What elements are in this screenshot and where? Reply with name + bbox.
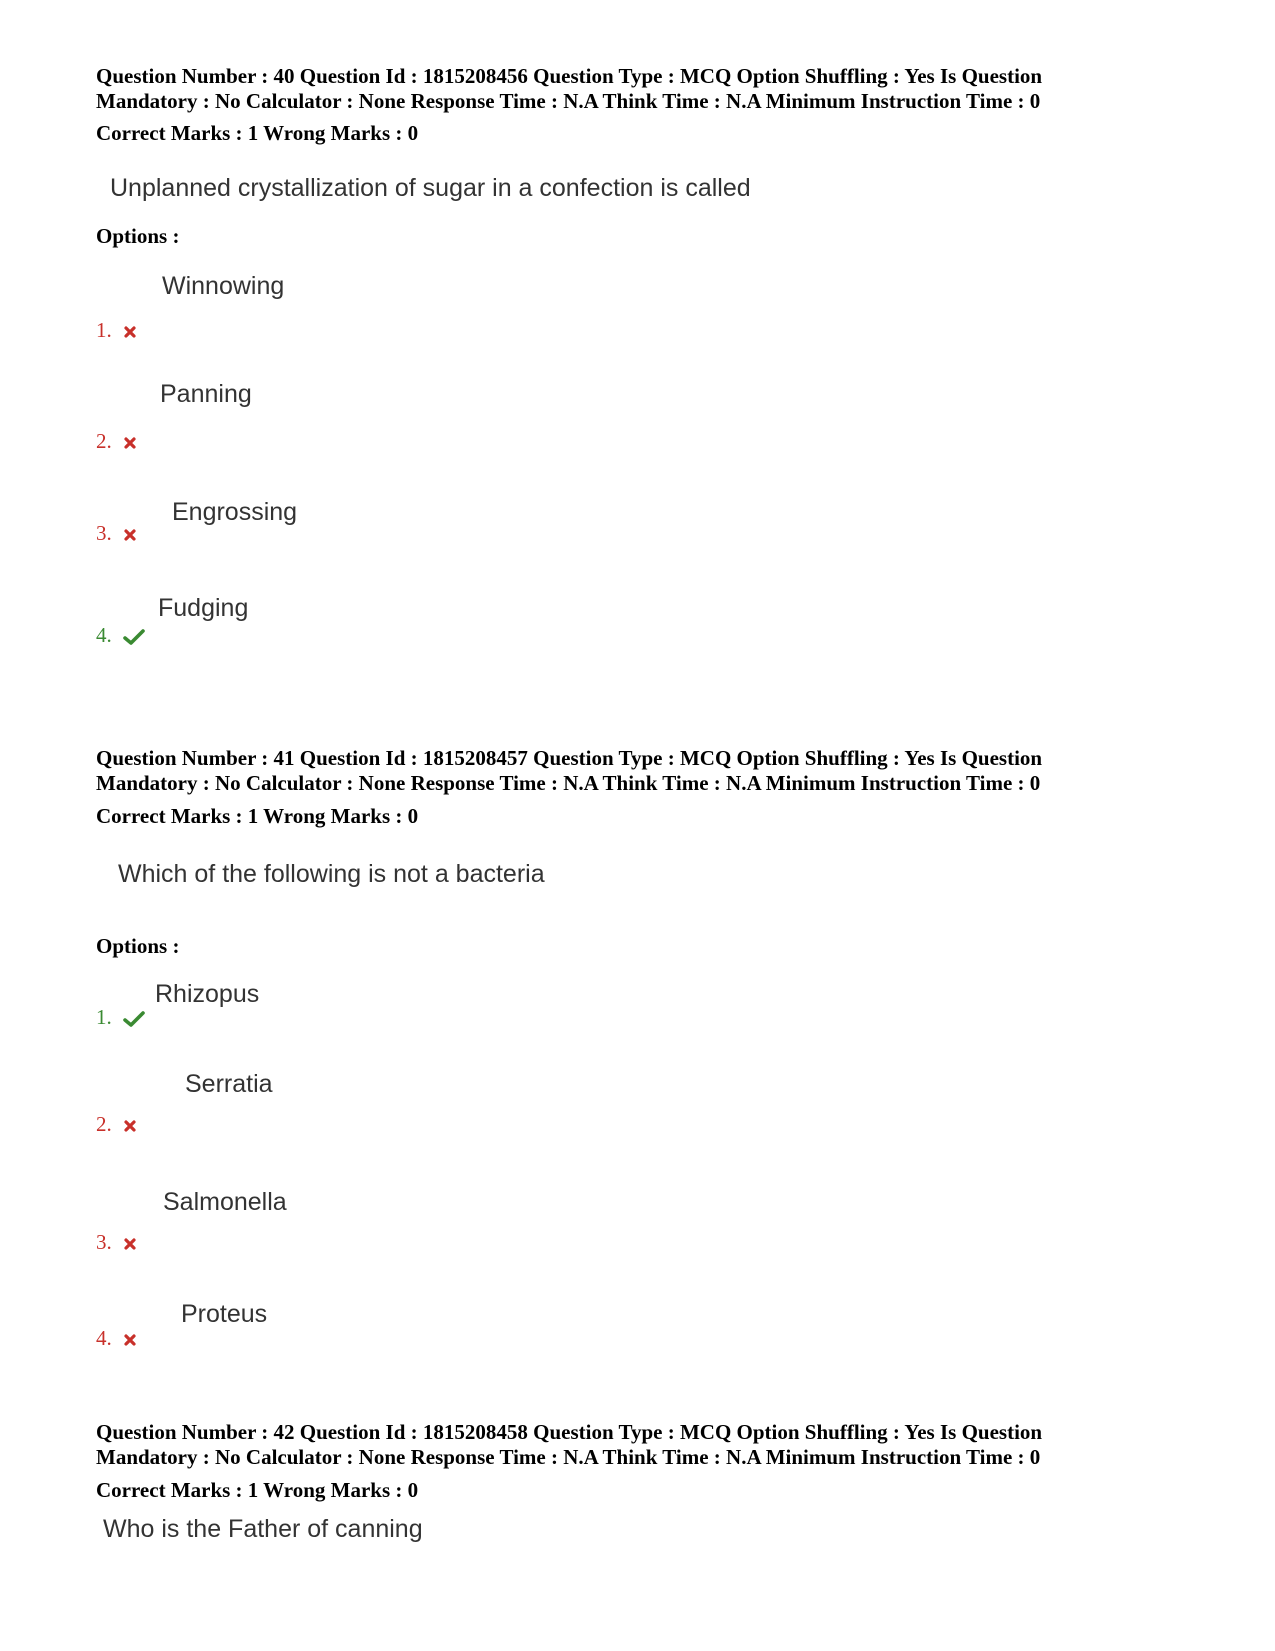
option-index: 3. [96, 1230, 112, 1254]
check-icon [123, 1010, 145, 1028]
option-index: 1. [96, 1005, 112, 1029]
question-marks: Correct Marks : 1 Wrong Marks : 0 [96, 121, 419, 145]
option-text: Proteus [181, 1300, 268, 1328]
question-marks: Correct Marks : 1 Wrong Marks : 0 [96, 804, 419, 828]
question-42-meta [96, 1420, 1176, 1470]
option-number [96, 1326, 137, 1351]
question-meta-line: Question Number : 42 Question Id : 1815208458 Question Type : MCQ Option Shuffling : Yes Is Question [96, 1420, 1043, 1444]
question-40-meta [96, 64, 1176, 114]
cross-icon [123, 1119, 137, 1133]
option-index: 4. [96, 1326, 112, 1350]
option-number [96, 521, 137, 546]
option-number [96, 623, 145, 648]
option-text: Engrossing [172, 498, 298, 526]
option-index: 4. [96, 623, 112, 647]
option-text: Rhizopus [155, 980, 260, 1008]
option-text: Serratia [185, 1070, 273, 1098]
question-41-meta [96, 746, 1176, 796]
option-text: Panning [160, 380, 252, 408]
option-number [96, 1112, 137, 1137]
option-index: 3. [96, 521, 112, 545]
question-text: Unplanned crystallization of sugar in a confection is called [110, 174, 751, 202]
question-text: Which of the following is not a bacteria [118, 860, 545, 888]
cross-icon [123, 528, 137, 542]
question-meta-line: Question Number : 41 Question Id : 1815208457 Question Type : MCQ Option Shuffling : Yes Is Question [96, 746, 1043, 770]
question-meta-line: Mandatory : No Calculator : None Response Time : N.A Think Time : N.A Minimum Instruction Time : 0 [96, 89, 1041, 113]
question-meta-line: Question Number : 40 Question Id : 1815208456 Question Type : MCQ Option Shuffling : Yes Is Question [96, 64, 1043, 88]
question-marks: Correct Marks : 1 Wrong Marks : 0 [96, 1478, 419, 1502]
option-number [96, 1005, 145, 1030]
option-text: Winnowing [162, 272, 285, 300]
option-number [96, 429, 137, 454]
cross-icon [123, 436, 137, 450]
option-number [96, 1230, 137, 1255]
option-number [96, 318, 137, 343]
option-index: 2. [96, 429, 112, 453]
cross-icon [123, 325, 137, 339]
options-label: Options : [96, 934, 180, 958]
cross-icon [123, 1333, 137, 1347]
question-meta-line: Mandatory : No Calculator : None Response Time : N.A Think Time : N.A Minimum Instruction Time : 0 [96, 1445, 1041, 1469]
option-text: Fudging [158, 594, 249, 622]
option-index: 1. [96, 318, 112, 342]
check-icon [123, 628, 145, 646]
cross-icon [123, 1237, 137, 1251]
option-index: 2. [96, 1112, 112, 1136]
options-label: Options : [96, 224, 180, 248]
option-text: Salmonella [163, 1188, 287, 1216]
question-meta-line: Mandatory : No Calculator : None Response Time : N.A Think Time : N.A Minimum Instruction Time : 0 [96, 771, 1041, 795]
question-text: Who is the Father of canning [103, 1515, 423, 1543]
